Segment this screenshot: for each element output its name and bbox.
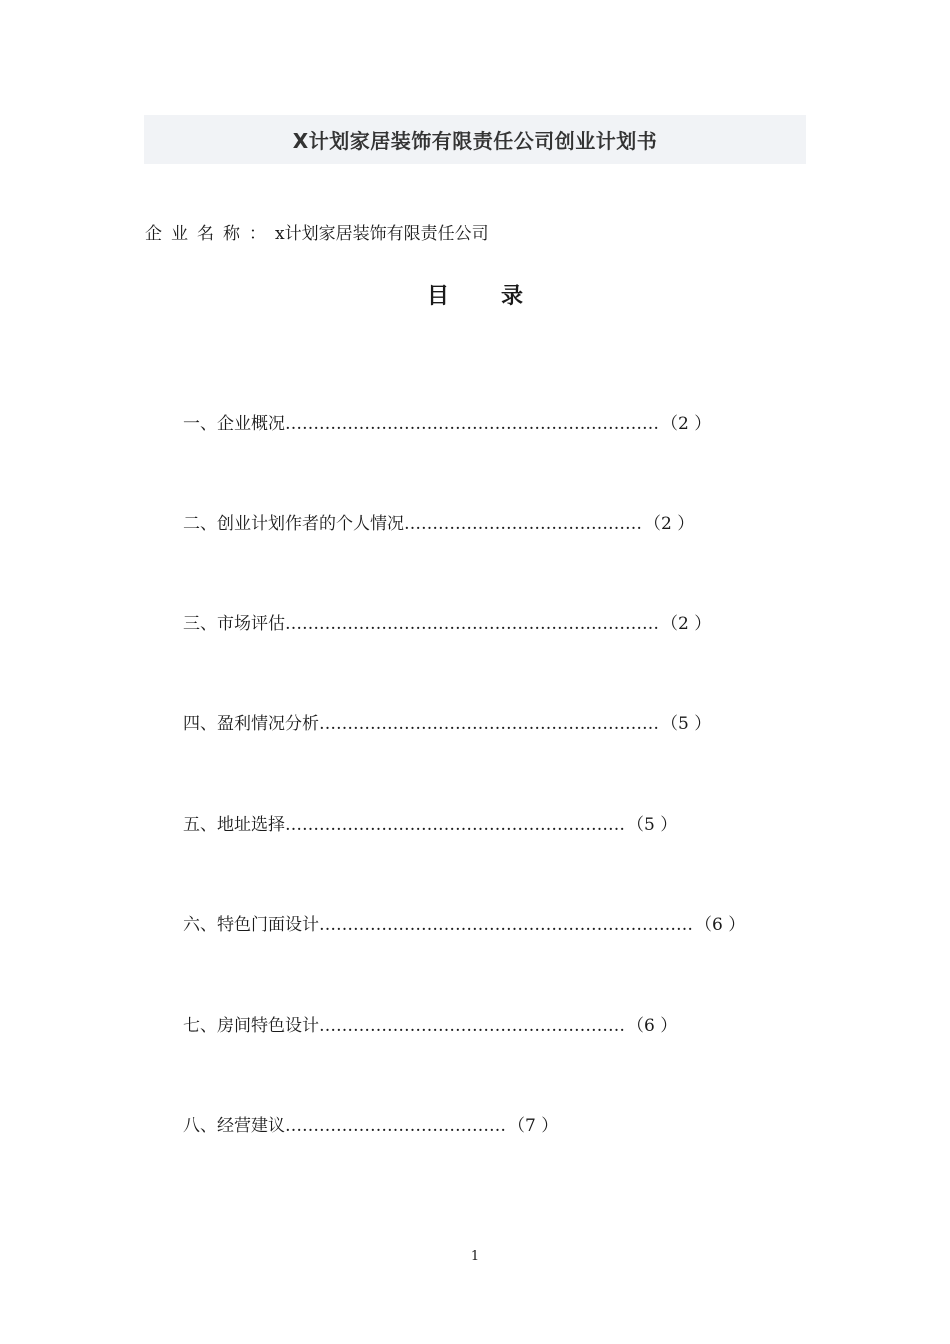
toc-heading-right: 录 xyxy=(501,284,524,309)
toc-item-page: （6 ） xyxy=(627,1016,678,1036)
document-title-bar xyxy=(144,115,806,164)
company-name-value: x计划家居装饰有限责任公司 xyxy=(275,224,489,244)
toc-item-page: （5 ） xyxy=(627,815,678,835)
toc-item-page: （2 ） xyxy=(661,614,712,634)
company-name-line xyxy=(145,219,489,244)
toc-item-leader: …………………………………………………… xyxy=(319,714,659,734)
toc-item-leader: ………………………………………………………… xyxy=(319,915,693,935)
toc-item-leader: ………………………………………………………… xyxy=(285,614,659,634)
toc-item-label: 七、房间特色设计 xyxy=(183,1016,319,1036)
toc-heading-left: 目 xyxy=(426,284,449,309)
toc-item-label: 八、经营建议 xyxy=(183,1116,285,1136)
toc-item-label: 三、市场评估 xyxy=(183,614,285,634)
toc-item-page: （2 ） xyxy=(644,514,695,534)
toc-item xyxy=(183,709,711,734)
toc-item xyxy=(183,509,694,534)
toc-item-leader: ……………………………………………… xyxy=(319,1016,625,1036)
toc-item-leader: ………………………………………………………… xyxy=(285,414,659,434)
toc-item-page: （7 ） xyxy=(508,1116,559,1136)
document-title: X计划家居装饰有限责任公司创业计划书 xyxy=(292,129,658,153)
toc-item xyxy=(183,910,745,935)
toc-item-page: （2 ） xyxy=(661,414,712,434)
toc-item-label: 二、创业计划作者的个人情况 xyxy=(183,514,404,534)
page-number: 1 xyxy=(470,1249,480,1264)
toc-item xyxy=(183,1011,677,1036)
toc-item-label: 五、地址选择 xyxy=(183,815,285,835)
toc-item xyxy=(183,1111,558,1136)
toc-item xyxy=(183,409,711,434)
toc-item-label: 一、企业概况 xyxy=(183,414,285,434)
company-name-label: 企业名称： xyxy=(145,224,275,244)
toc-item-label: 六、特色门面设计 xyxy=(183,915,319,935)
toc-item-leader: …………………………………… xyxy=(404,514,642,534)
toc-item xyxy=(183,810,677,835)
toc-item-label: 四、盈利情况分析 xyxy=(183,714,319,734)
toc-heading xyxy=(0,279,950,310)
toc-item-page: （6 ） xyxy=(695,915,746,935)
toc-item xyxy=(183,609,711,634)
toc-item-leader: ………………………………… xyxy=(285,1116,506,1136)
toc-item-leader: …………………………………………………… xyxy=(285,815,625,835)
toc-item-page: （5 ） xyxy=(661,714,712,734)
